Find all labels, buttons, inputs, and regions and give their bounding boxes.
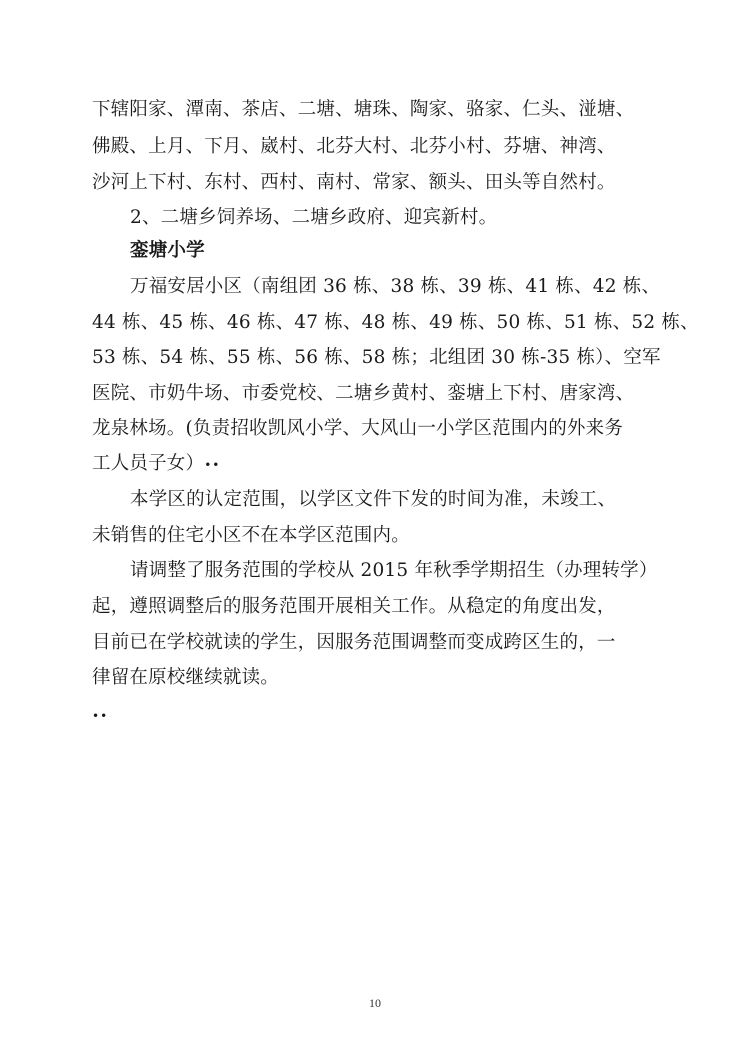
school-area-line-4: 医院、市奶牛场、市委党校、二塘乡黄村、銮塘上下村、唐家湾、 <box>92 383 635 404</box>
school-area-line-1: 万福安居小区（南组团 36 栋、38 栋、39 栋、41 栋、42 栋、 <box>130 276 661 297</box>
school-area-line-2: 44 栋、45 栋、46 栋、47 栋、48 栋、49 栋、50 栋、51 栋、52 栋、 <box>92 312 699 333</box>
adjust-line-1: 请调整了服务范围的学校从 2015 年秋季学期招生（办理转学） <box>130 560 658 581</box>
end-mark: •• <box>92 709 109 723</box>
note-line-2: 未销售的住宅小区不在本学区范围内。 <box>92 525 410 546</box>
adjust-line-3: 目前已在学校就读的学生，因服务范围调整而变成跨区生的，一 <box>92 632 616 653</box>
note-line-1: 本学区的认定范围，以学区文件下发的时间为准，未竣工、 <box>130 489 617 510</box>
school-area-line-3: 53 栋、54 栋、55 栋、56 栋、58 栋；北组团 30 栋-35 栋）、空军 <box>92 347 661 368</box>
bullet-mark: •• <box>204 458 221 472</box>
school-area-line-6 <box>92 452 220 477</box>
adjust-line-4: 律留在原校继续就读。 <box>92 667 280 688</box>
village-list-line-3: 沙河上下村、东村、西村、南村、常家、额头、田头等自然村。 <box>92 172 616 193</box>
item-2-text: 2、二塘乡饲养场、二塘乡政府、迎宾新村。 <box>130 207 498 228</box>
school-area-line-5: 龙泉林场。(负责招收凯风小学、大风山一小学区范围内的外来务 <box>92 418 624 439</box>
village-list-line-1: 下辖阳家、潭南、茶店、二塘、塘珠、陶家、骆家、仁头、湴塘、 <box>92 99 635 120</box>
page-number: 10 <box>369 996 381 1010</box>
adjust-line-2: 起，遵照调整后的服务范围开展相关工作。从稳定的角度出发， <box>92 596 616 617</box>
school-heading: 銮塘小学 <box>130 240 205 261</box>
school-area-last-text: 工人员子女） <box>92 453 205 474</box>
village-list-line-2: 佛殿、上月、下月、崴村、北芬大村、北芬小村、芬塘、神湾、 <box>92 136 616 157</box>
